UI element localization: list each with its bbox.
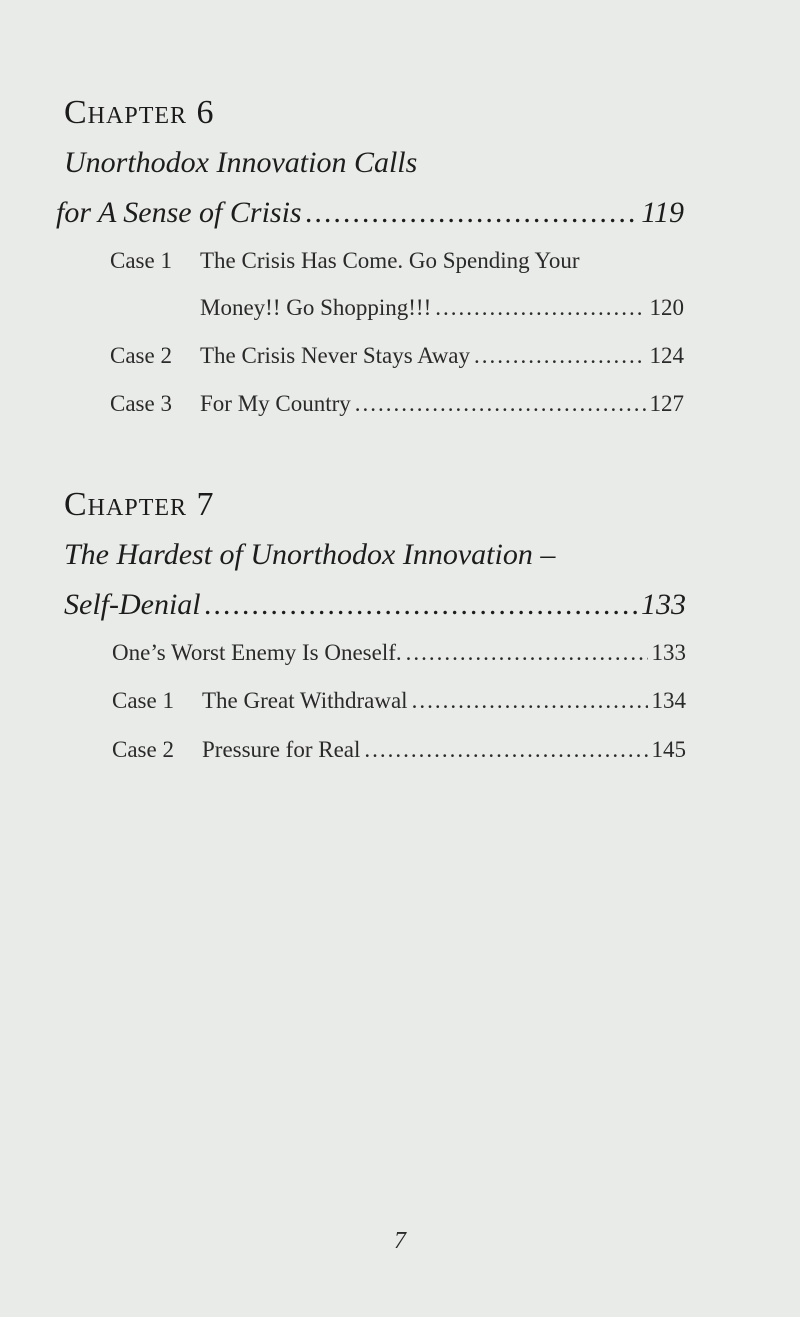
- case-label: Case 1: [110, 248, 172, 273]
- case-page: 124: [649, 343, 684, 368]
- case-page: 145: [651, 737, 686, 762]
- ch6-case-1-line2: [200, 295, 684, 321]
- chapter-7-title-entry: [64, 588, 686, 622]
- case-title-cont: Money!! Go Shopping!!!: [200, 295, 432, 320]
- chapter-7-title-line1: The Hardest of Unorthodox Innovation –: [64, 538, 556, 571]
- ch7-case-2: [112, 737, 686, 763]
- dot-leader: [412, 688, 648, 714]
- case-page: 127: [649, 391, 684, 416]
- case-label: Case 2: [112, 737, 174, 762]
- case-title: For My Country: [200, 391, 351, 416]
- case-title: The Crisis Has Come. Go Spending Your: [200, 248, 580, 273]
- case-label: Case 1: [112, 688, 174, 713]
- case-page: 120: [649, 295, 684, 320]
- dot-leader: [435, 295, 645, 321]
- case-page: 134: [651, 688, 686, 713]
- ch6-case-1-line1: [110, 248, 580, 274]
- chapter-6-page: 119: [641, 196, 684, 229]
- dot-leader: [406, 640, 648, 666]
- dot-leader: [205, 588, 637, 622]
- ch7-intro: [112, 640, 686, 666]
- case-label: Case 3: [110, 391, 172, 416]
- dot-leader: [364, 737, 647, 763]
- chapter-6-title-entry: [56, 196, 684, 230]
- chapter-7-heading: Chapter 7: [64, 486, 215, 523]
- ch6-case-3: [110, 391, 684, 417]
- case-title: The Crisis Never Stays Away: [200, 343, 471, 368]
- chapter-6-title-line2: for A Sense of Crisis: [56, 196, 302, 229]
- chapter-7-page: 133: [641, 588, 686, 621]
- case-label: Case 2: [110, 343, 172, 368]
- case-title: Pressure for Real: [202, 737, 361, 762]
- dot-leader: [355, 391, 646, 417]
- page-number: 7: [394, 1228, 406, 1254]
- ch6-case-2: [110, 343, 684, 369]
- case-title: The Great Withdrawal: [202, 688, 408, 713]
- chapter-6-title-line1: Unorthodox Innovation Calls: [64, 146, 418, 179]
- chapter-7-title-line2: Self-Denial: [64, 588, 201, 621]
- dot-leader: [306, 196, 638, 230]
- intro-page: 133: [651, 640, 686, 665]
- dot-leader: [474, 343, 645, 369]
- ch7-case-1: [112, 688, 686, 714]
- intro-title: One’s Worst Enemy Is Oneself.: [112, 640, 402, 665]
- chapter-6-heading: Chapter 6: [64, 94, 215, 131]
